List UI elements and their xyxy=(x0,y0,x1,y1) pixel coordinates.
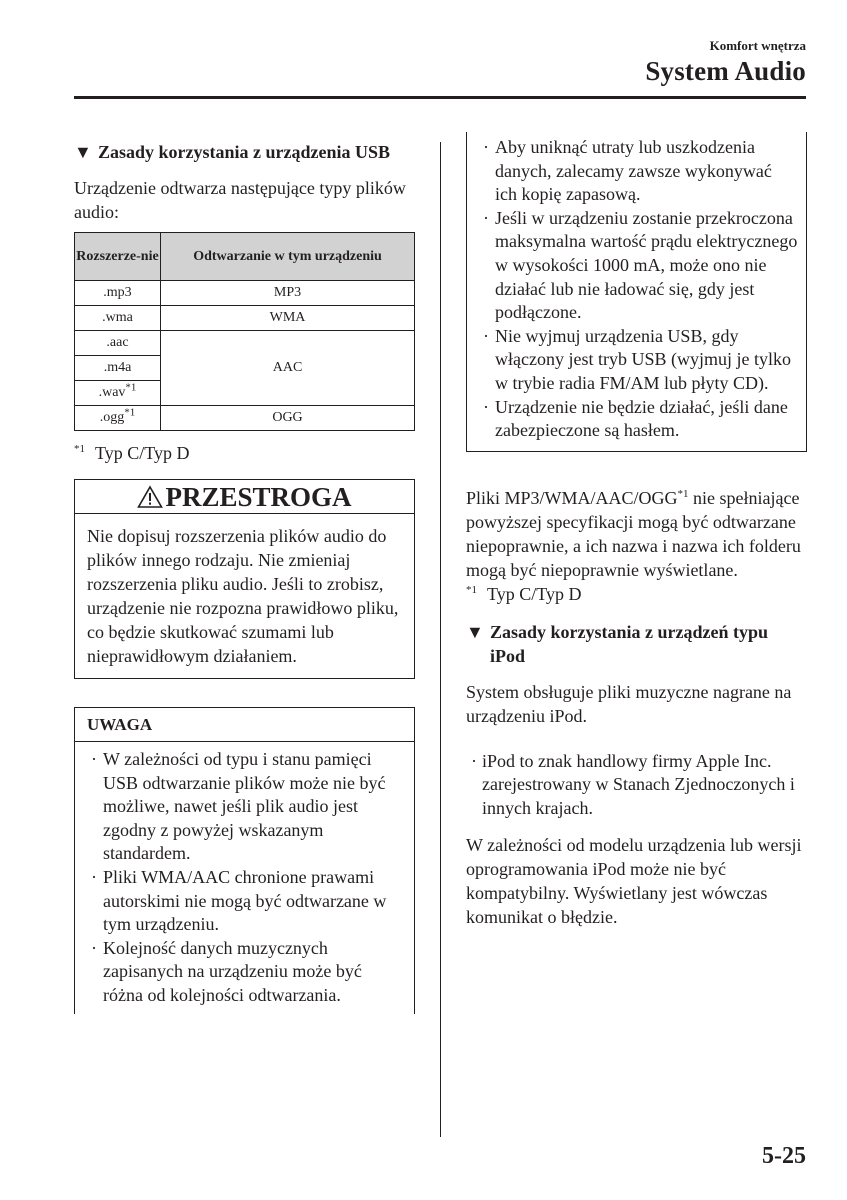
note-box xyxy=(74,707,415,1014)
usb-heading: ▼ Zasady korzystania z urządzenia USB xyxy=(74,142,391,162)
list-item: · W zależności od typu i stanu pamięci USB odtwarzanie plików może nie być możliwe, nawet jeśli plik audio jest zgodny z powyżej wskazanym standardem. xyxy=(91,749,386,864)
triangle-bullet-icon: ▼ xyxy=(466,621,484,642)
list-item: · Aby uniknąć utraty lub uszkodzenia danych, zalecamy zawsze wykonywać ich kopię zapasową. xyxy=(483,137,772,205)
table-row xyxy=(75,281,415,306)
table-cell: AAC xyxy=(161,331,415,406)
table-cell: .wav$^{*1}$ xyxy=(75,381,161,406)
note-box-continued xyxy=(466,132,807,452)
ipod-intro: System obsługuje pliki muzyczne nagrane na urządzeniu iPod. xyxy=(466,681,792,726)
list-item: · iPod to znak handlowy firmy Apple Inc. zarejestrowany w Stanach Zjednoczonych i innych krajach. xyxy=(471,750,795,818)
table-cell: .mp3 xyxy=(75,281,161,306)
caution-title: PRZESTROGA xyxy=(75,480,414,514)
audio-format-table xyxy=(74,232,415,431)
table-cell: .wma xyxy=(75,306,161,331)
warning-icon xyxy=(137,485,163,509)
left-column xyxy=(74,140,415,1014)
list-item: · Pliki WMA/AAC chronione prawami autorskimi nie mogą być odtwarzane w tym urządzeniu. xyxy=(91,866,387,935)
list-item: · Kolejność danych muzycznych zapisanych na urządzeniu może być różna od kolejności odtwarzania. xyxy=(91,937,362,1005)
note-title: UWAGA xyxy=(75,708,414,742)
table-cell: OGG xyxy=(161,406,415,431)
column-divider xyxy=(440,142,441,1137)
page-title: System Audio xyxy=(645,56,806,86)
table-cell: .m4a xyxy=(75,356,161,381)
caution-box xyxy=(74,479,415,679)
col-header-extension: Rozszerze-nie xyxy=(75,233,161,281)
table-cell: MP3 xyxy=(161,281,415,306)
list-item: · Nie wyjmuj urządzenia USB, gdy włączony jest tryb USB (wyjmuj je tylko w trybie radia FM/AM lub płyty CD). xyxy=(483,325,791,393)
usb-intro: Urządzenie odtwarza następujące typy plików audio: xyxy=(74,178,406,222)
note-body xyxy=(75,742,414,1014)
right-column xyxy=(466,137,807,929)
format-paragraph: Pliki MP3/WMA/AAC/OGG$^{*1}$ nie spełniające powyższej specyfikacji mogą być odtwarzane niepoprawnie, a ich nazwa i nazwa ich folderu mogą być niepoprawnie wyświetlane. xyxy=(466,487,801,580)
table-cell: .aac xyxy=(75,331,161,356)
list-item: · Jeśli w urządzeniu zostanie przekroczona maksymalna wartość prądu elektrycznego w wysokości 1000 mA, może ono nie działać lub nie ładować się, gdy jest podłączone. xyxy=(483,207,798,323)
table-cell: WMA xyxy=(161,306,415,331)
list-item: · Urządzenie nie będzie działać, jeśli dane zabezpieczone są hasłem. xyxy=(483,396,788,441)
ipod-heading: ▼ Zasady korzystania z urządzeń typu iPod xyxy=(466,621,769,666)
table-row xyxy=(75,331,415,356)
col-header-playback: Odtwarzanie w tym urządzeniu xyxy=(161,233,415,281)
section-label: Komfort wnętrza xyxy=(709,38,806,53)
triangle-bullet-icon: ▼ xyxy=(74,142,92,162)
table-cell: .ogg$^{*1}$ xyxy=(75,406,161,431)
caution-body: Nie dopisuj rozszerzenia plików audio do plików innego rodzaju. Nie zmieniaj rozszerzenia pliku audio. Jeśli to zrobisz, urządzenie nie rozpozna prawidłowo pliku, co będzie skutkować szumami lub nieprawidłowym działaniem. xyxy=(87,526,399,666)
table-header-row xyxy=(75,233,415,281)
footnote: $^{*1}$ Typ C/Typ D xyxy=(466,583,582,604)
footnote: $^{*1}$ Typ C/Typ D xyxy=(74,443,190,463)
table-row xyxy=(75,406,415,431)
ipod-compat-paragraph: W zależności od modelu urządzenia lub wersji oprogramowania iPod może nie być kompatybilny. Wyświetlany jest wówczas komunikat o błędzie. xyxy=(466,834,802,927)
table-row xyxy=(75,306,415,331)
header-rule xyxy=(74,96,806,99)
page-number: 5-25 xyxy=(762,1143,806,1169)
